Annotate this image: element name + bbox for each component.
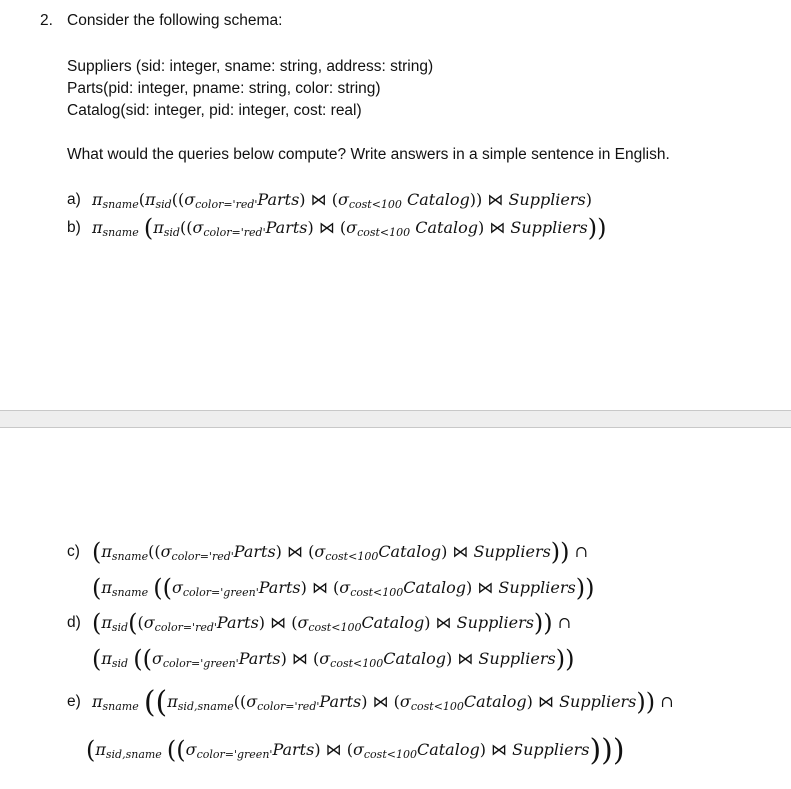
query-c-line2: ($\pi_{sname}$ ($(\sigma_{color='green'}Parts)$ ⋈ $(\sigma_{cost<100}Catalog)$ ⋈ Suppliers)) bbox=[92, 574, 595, 602]
schema-catalog: Catalog(sid: integer, pid: integer, cost: real) bbox=[67, 102, 362, 119]
part-c-label: c) bbox=[67, 543, 80, 560]
part-e-label: e) bbox=[67, 693, 81, 710]
question-intro: Consider the following schema: bbox=[67, 12, 283, 29]
schema-parts: Parts(pid: integer, pname: string, color: string) bbox=[67, 80, 381, 97]
question-prompt: What would the queries below compute? Write answers in a simple sentence in English. bbox=[67, 146, 670, 163]
query-d-line2: ($\pi_{sid}$ ($(\sigma_{color='green'}Parts)$ ⋈ $(\sigma_{cost<100}Catalog)$ ⋈ Suppliers)) bbox=[92, 645, 575, 673]
query-d-line1: ($\pi_{sid}((\sigma_{color='red'}Parts)$ ⋈ $(\sigma_{cost<100}Catalog)$ ⋈ Suppliers)) ∩ bbox=[92, 609, 572, 637]
part-a-label: a) bbox=[67, 191, 81, 208]
part-b-label: b) bbox=[67, 219, 81, 236]
page-break-separator bbox=[0, 410, 791, 428]
question-number: 2. bbox=[40, 12, 53, 29]
query-e-line2: ($\pi_{sid,sname}$ ($(\sigma_{color='green'}Parts)$ ⋈ $(\sigma_{cost<100}Catalog)$ ⋈ Suppliers))) bbox=[86, 733, 625, 768]
query-e-line1: $\pi_{sname}$ (($\pi_{sid,sname}((\sigma_{color='red'}Parts)$ ⋈ $(\sigma_{cost<100}Catalog)$ ⋈ Suppliers)) ∩ bbox=[92, 685, 674, 720]
query-c-line1: ($\pi_{sname}((\sigma_{color='red'}Parts)$ ⋈ $(\sigma_{cost<100}Catalog)$ ⋈ Suppliers)) ∩ bbox=[92, 538, 589, 566]
query-b: $\pi_{sname}$ ($\pi_{sid}((\sigma_{color='red'}Parts)$ ⋈ ($\sigma_{cost<100}$ Catalog) ⋈ Suppliers)) bbox=[92, 214, 607, 242]
schema-suppliers: Suppliers (sid: integer, sname: string, address: string) bbox=[67, 58, 434, 75]
part-d-label: d) bbox=[67, 614, 81, 631]
query-a: $\pi_{sname}(\pi_{sid}((\sigma_{color='red'}Parts)$ ⋈ ($\sigma_{cost<100}$ Catalog)) ⋈ Suppliers) bbox=[92, 190, 592, 211]
